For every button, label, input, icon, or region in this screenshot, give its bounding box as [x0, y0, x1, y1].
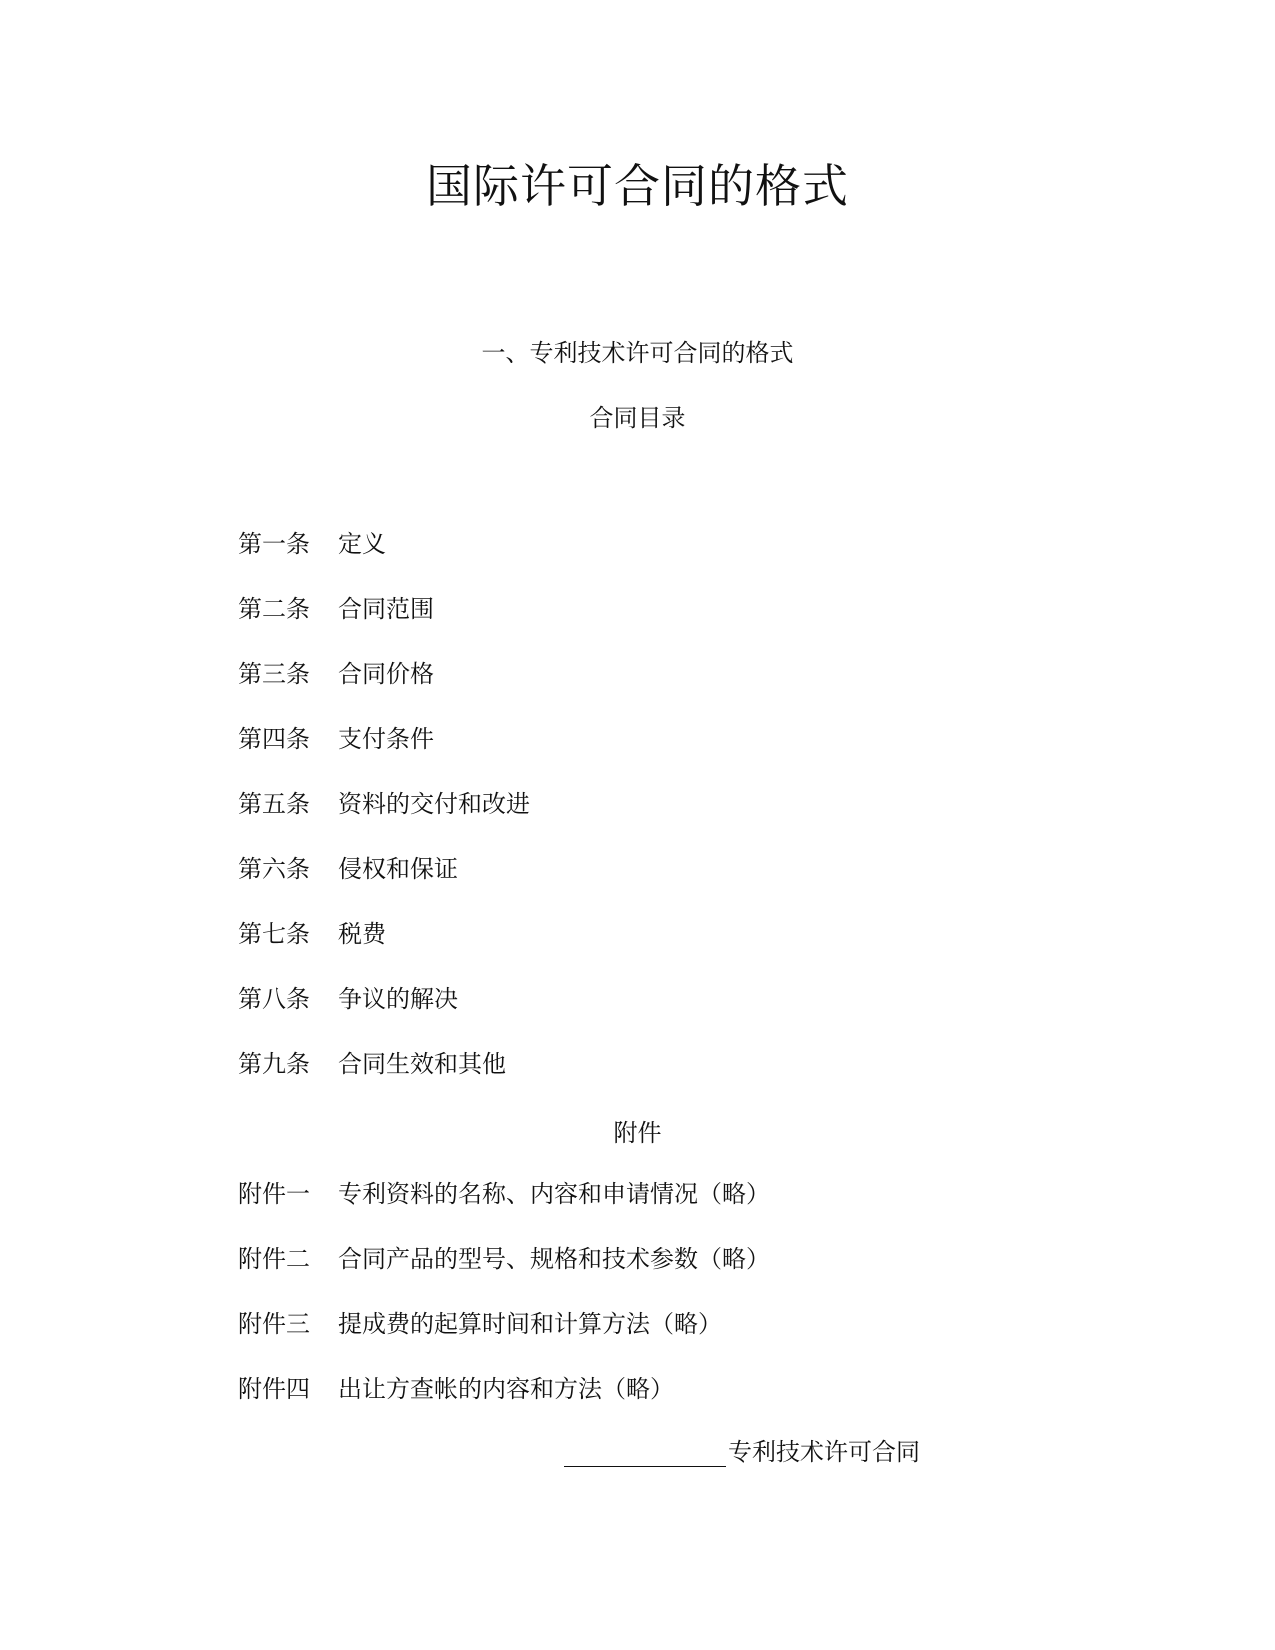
article-text: 合同生效和其他 — [338, 1050, 506, 1078]
article-item — [238, 658, 530, 723]
article-text: 定义 — [338, 530, 386, 558]
document-title: 国际许可合同的格式 — [426, 159, 849, 213]
article-number: 第七条 — [238, 920, 310, 948]
article-number: 第一条 — [238, 530, 310, 558]
annex-item — [238, 1243, 770, 1308]
article-number: 第九条 — [238, 1050, 310, 1078]
toc-heading: 合同目录 — [589, 404, 686, 432]
article-number: 第五条 — [238, 790, 310, 818]
article-number: 第八条 — [238, 985, 310, 1013]
article-text: 合同价格 — [338, 660, 434, 688]
article-item — [238, 528, 530, 593]
annex-heading: 附件 — [613, 1119, 662, 1147]
article-number: 第四条 — [238, 725, 310, 753]
section-title: 一、专利技术许可合同的格式 — [481, 339, 794, 367]
article-item — [238, 983, 530, 1048]
annex-text: 合同产品的型号、规格和技术参数（略） — [338, 1245, 770, 1273]
contract-title-text: 专利技术许可合同 — [728, 1438, 920, 1466]
article-item — [238, 788, 530, 853]
article-text: 资料的交付和改进 — [338, 790, 530, 818]
annex-number: 附件四 — [238, 1375, 310, 1403]
article-text: 争议的解决 — [338, 985, 458, 1013]
article-item — [238, 723, 530, 788]
annex-item — [238, 1178, 770, 1243]
annex-number: 附件一 — [238, 1180, 310, 1208]
article-text: 合同范围 — [338, 595, 434, 623]
annex-text: 提成费的起算时间和计算方法（略） — [338, 1310, 722, 1338]
article-number: 第六条 — [238, 855, 310, 883]
article-text: 侵权和保证 — [338, 855, 458, 883]
article-list — [238, 528, 530, 1113]
annex-number: 附件二 — [238, 1245, 310, 1273]
annex-number: 附件三 — [238, 1310, 310, 1338]
article-text: 税费 — [338, 920, 386, 948]
article-number: 第二条 — [238, 595, 310, 623]
annex-text: 专利资料的名称、内容和申请情况（略） — [338, 1180, 770, 1208]
blank-underline — [564, 1440, 726, 1467]
annex-item — [238, 1308, 770, 1373]
article-item — [238, 918, 530, 983]
article-item — [238, 593, 530, 658]
article-number: 第三条 — [238, 660, 310, 688]
contract-title-line — [564, 1432, 920, 1467]
article-text: 支付条件 — [338, 725, 434, 753]
annex-list — [238, 1178, 770, 1438]
annex-item — [238, 1373, 770, 1438]
annex-text: 出让方查帐的内容和方法（略） — [338, 1375, 674, 1403]
article-item — [238, 1048, 530, 1113]
article-item — [238, 853, 530, 918]
